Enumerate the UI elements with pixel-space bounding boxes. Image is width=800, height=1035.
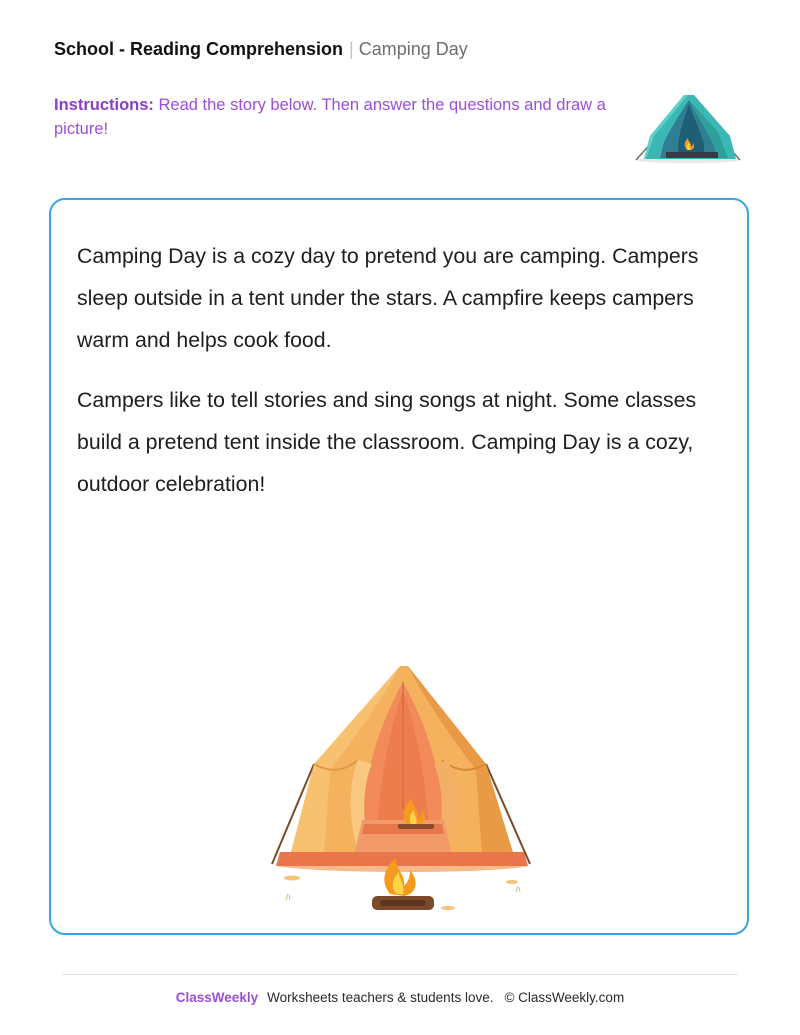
story-text [77, 235, 717, 523]
instructions-label: Instructions: [54, 96, 154, 114]
instructions [54, 93, 614, 141]
teal-tent-icon [632, 92, 744, 168]
footer [0, 990, 800, 1005]
worksheet-header [54, 37, 654, 61]
footer-brand: ClassWeekly [175, 990, 259, 1005]
story-paragraph: Campers like to tell stories and sing songs at night. Some classes build a pretend tent inside the classroom. Camping Day is a cozy, outdoor celebration! [77, 388, 697, 496]
orange-tent-illustration [262, 660, 544, 920]
instructions-text: Read the story below. Then answer the questions and draw a picture! [54, 96, 606, 138]
footer-tagline: Worksheets teachers & students love. [267, 990, 494, 1005]
footer-copyright: © ClassWeekly.com [504, 990, 625, 1005]
worksheet-title: School - Reading Comprehension [54, 39, 344, 59]
story-paragraph: Camping Day is a cozy day to pretend you are camping. Campers sleep outside in a tent under the stars. A campfire keeps campers warm and helps cook food. [77, 244, 699, 352]
worksheet-subtitle: Camping Day [358, 39, 468, 59]
title-separator: | [349, 39, 354, 59]
footer-divider [62, 974, 738, 975]
